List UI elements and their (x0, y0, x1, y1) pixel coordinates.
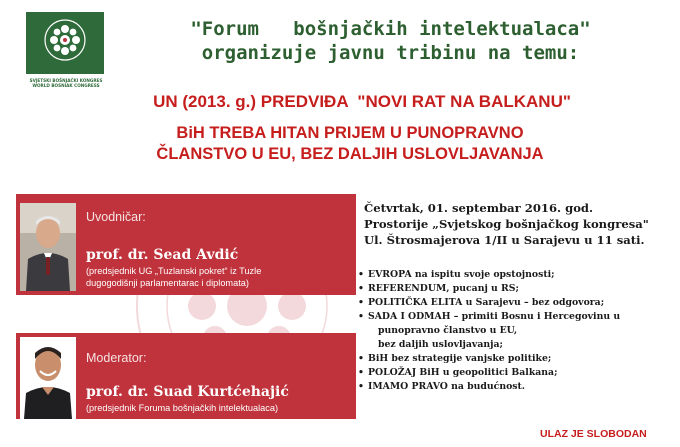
topic-text: EVROPA na ispitu svoje opstojnosti; (368, 269, 555, 280)
logo-org-line1: SVJETSKI BOŠNJAČKI KONGRES (29, 78, 103, 83)
speaker-desc-line: dugogodišnji parlamentarac i diplomata) (86, 278, 249, 288)
topic-text: POLOŽAJ BiH u geopolitici Balkana; (368, 367, 558, 378)
list-item (358, 296, 676, 310)
speaker-photo-kurtcehajic (20, 337, 76, 419)
bullet-icon: • (358, 367, 364, 378)
topic-text: BiH bez strategije vanjske politike; (368, 353, 552, 364)
speaker-desc-kurtcehajic (86, 402, 278, 414)
speaker-desc-avdic (86, 265, 261, 289)
event-address: Ul. Štrosmajerova 1/II u Sarajevu u 11 sati. (364, 233, 645, 247)
free-entry-notice: ULAZ JE SLOBODAN (540, 428, 647, 440)
event-venue: Prostorije „Svjetskog bošnjačkog kongresa" (364, 217, 649, 231)
list-item-continuation (358, 338, 676, 352)
list-item (358, 310, 676, 324)
topic-text: IMAMO PRAVO na budućnost. (368, 381, 526, 392)
speaker-desc-line: (predsjednik Foruma bošnjačkih intelektualaca) (86, 403, 279, 413)
header-line-2: organizuje javnu tribinu na temu: (201, 42, 580, 64)
bullet-icon: • (358, 283, 364, 294)
flower-emblem-icon (40, 18, 90, 62)
header-line-1: "Forum bošnjačkih intelektualaca" (190, 18, 591, 40)
speaker-photo-avdic (20, 203, 76, 291)
main-title: UN (2013. g.) PREDVIĐA "NOVI RAT NA BALKANU" (153, 92, 571, 111)
logo-caption (24, 78, 108, 88)
bullet-icon: • (358, 297, 364, 308)
topic-text: bez daljih uslovljavanja; (378, 339, 503, 350)
speaker-name-avdic: prof. dr. Sead Avdić (86, 247, 239, 263)
bullet-icon: • (358, 381, 364, 392)
speaker-role-moderator: Moderator: (86, 351, 147, 365)
event-date: Četvrtak, 01. septembar 2016. god. (364, 201, 594, 215)
topic-text: REFERENDUM, pucanj u RS; (368, 283, 519, 294)
subtitle-line-1: BiH TREBA HITAN PRIJEM U PUNOPRAVNO (176, 124, 524, 142)
topic-list (358, 268, 676, 394)
list-item (358, 352, 676, 366)
list-item-continuation (358, 324, 676, 338)
bullet-icon: • (358, 353, 364, 364)
topic-text: POLITIČKA ELITA u Sarajevu – bez odgovora; (368, 297, 605, 308)
topic-text: punopravno članstvo u EU, (378, 325, 518, 336)
logo-org-line2: WORLD BOSNIAK CONGRESS (32, 83, 100, 88)
congress-logo (26, 12, 104, 74)
subtitle-line-2: ČLANSTVO U EU, BEZ DALJIH USLOVLJAVANJA (156, 145, 544, 163)
list-item (358, 282, 676, 296)
list-item (358, 366, 676, 380)
speaker-name-kurtcehajic: prof. dr. Suad Kurtćehajić (86, 384, 289, 400)
bullet-icon: • (358, 269, 364, 280)
speaker-desc-line: (predsjednik UG „Tuzlanski pokret“ iz Tuzle (86, 266, 262, 276)
list-item (358, 380, 676, 394)
speaker-role-introducer: Uvodničar: (86, 210, 146, 224)
topic-text: SADA I ODMAH – primiti Bosnu i Hercegovinu u (368, 311, 621, 322)
list-item (358, 268, 676, 282)
bullet-icon: • (358, 311, 364, 322)
event-info (364, 200, 674, 248)
